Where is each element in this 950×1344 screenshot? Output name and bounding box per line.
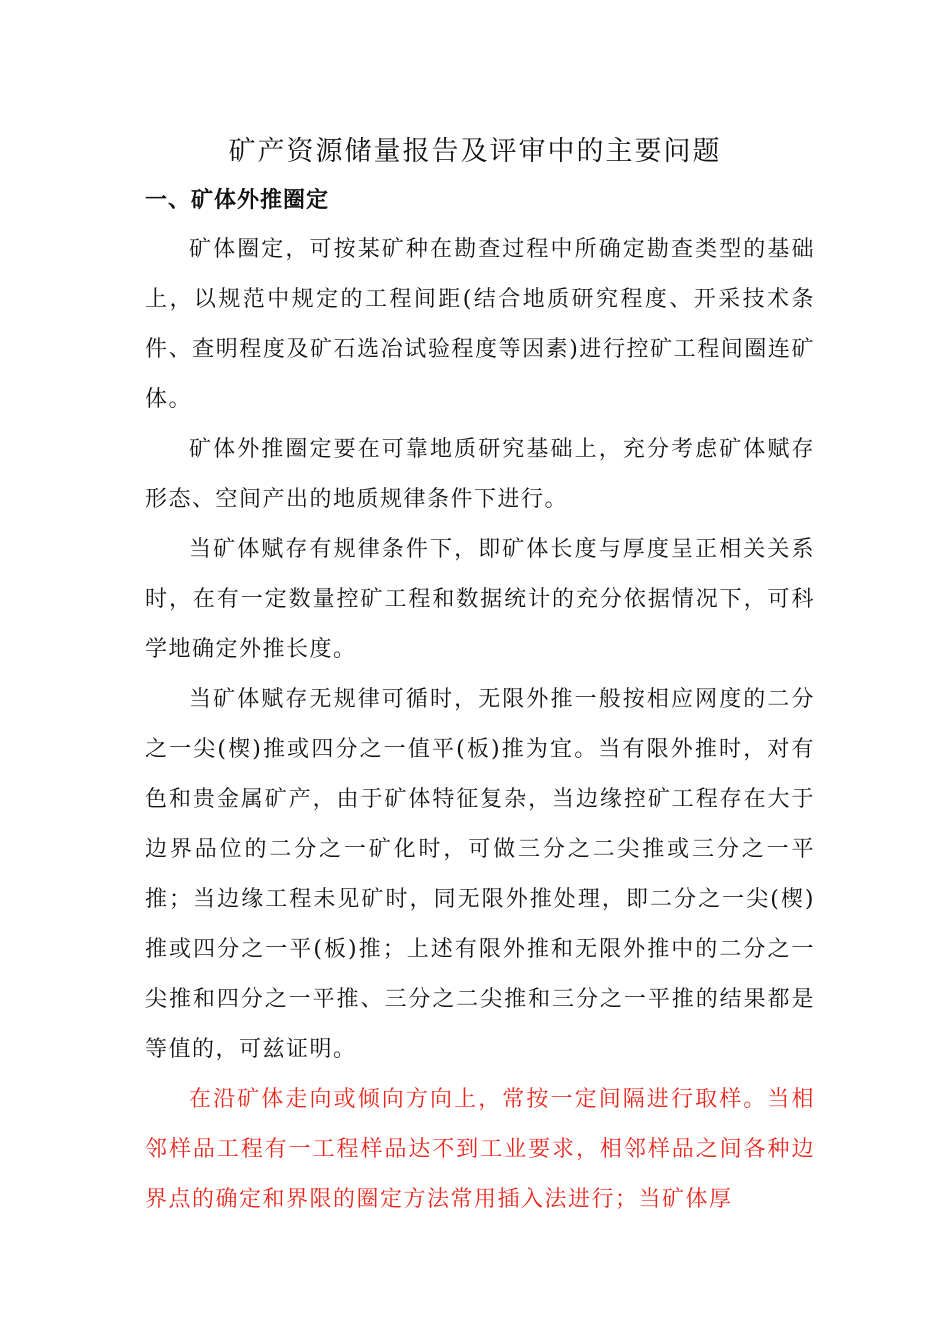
highlighted-paragraph: 在沿矿体走向或倾向方向上，常按一定间隔进行取样。当相邻样品工程有一工程样品达不到工业要求，相邻样品之间各种边界点的确定和界限的圈定方法常用插入法进行；当矿体厚 xyxy=(145,1087,815,1212)
document-title: 矿产资源储量报告及评审中的主要问题 xyxy=(228,136,722,167)
paragraph: 当矿体赋存无规律可循时，无限外推一般按相应网度的二分之一尖(楔)推或四分之一值平(板)推为宜。当有限外推时，对有色和贵金属矿产，由于矿体特征复杂，当边缘控矿工程存在大于边界品位的二分之一矿化时，可做三分之二尖推或三分之一平推；当边缘工程未见矿时，同无限外推处理，即二分之一尖(楔)推或四分之一平(板)推；上述有限外推和无限外推中的二分之一尖推和四分之一平推、三分之二尖推和三分之一平推的结果都是等值的，可兹证明。 xyxy=(145,687,815,1062)
section-heading: 一、矿体外推圈定 xyxy=(145,187,330,213)
paragraph: 矿体圈定，可按某矿种在勘查过程中所确定勘查类型的基础上，以规范中规定的工程间距(结合地质研究程度、开采技术条件、查明程度及矿石选冶试验程度等因素)进行控矿工程间圈连矿体。 xyxy=(145,237,815,412)
paragraph: 当矿体赋存有规律条件下，即矿体长度与厚度呈正相关关系时，在有一定数量控矿工程和数据统计的充分依据情况下，可科学地确定外推长度。 xyxy=(145,537,815,662)
paragraph: 矿体外推圈定要在可靠地质研究基础上，充分考虑矿体赋存形态、空间产出的地质规律条件下进行。 xyxy=(145,437,815,512)
